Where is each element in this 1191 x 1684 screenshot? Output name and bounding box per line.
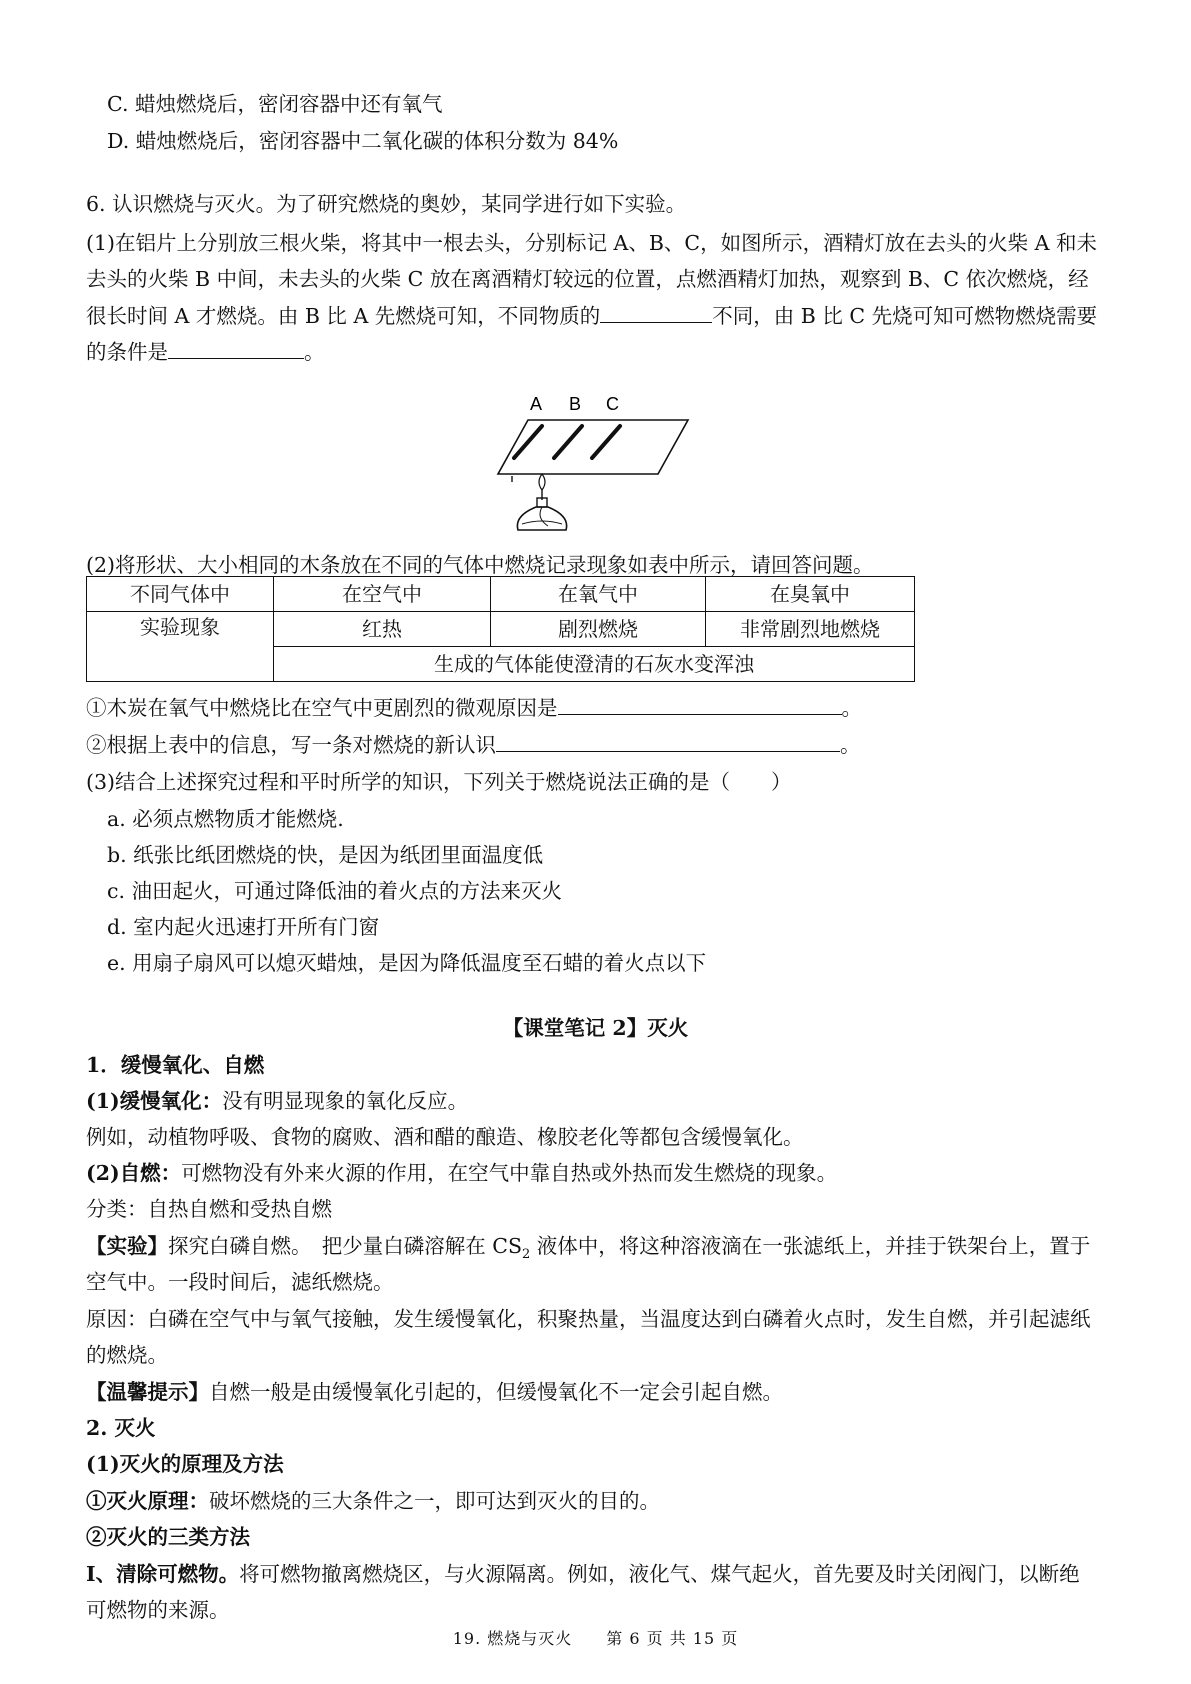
page-footer: 19. 燃烧与灭火 第 6 页 共 15 页 — [452, 1629, 739, 1648]
question-6-title: 6. 认识燃烧与灭火。为了研究燃烧的奥妙，某同学进行如下实验。 — [86, 192, 687, 216]
answer-blank-4[interactable] — [496, 731, 840, 752]
method-1-text: 将可燃物撤离燃烧区，与火源隔离。例如，液化气、煤气起火，首先要及时关闭阀门，以断绝 — [239, 1562, 1080, 1586]
table-header-cell: 在臭氧中 — [706, 577, 915, 612]
q6-sub2 — [86, 731, 861, 759]
option-b: b. 纸张比纸团燃烧的快，是因为纸团里面温度低 — [107, 843, 544, 867]
label-b: B — [569, 396, 582, 414]
table-cell: 实验现象 — [87, 612, 274, 682]
experiment-text-2: 液体中，将这种溶液滴在一张滤纸上，并挂于铁架台上，置于 — [530, 1234, 1091, 1258]
spontaneous-label: (2)自燃： — [86, 1161, 182, 1185]
q6-part1-line4-text-a: 的条件是 — [86, 340, 168, 364]
method-1-line2: 可燃物的来源。 — [86, 1598, 230, 1622]
reason-line1: 原因：白磷在空气中与氧气接触，发生缓慢氧化，积聚热量，当温度达到白磷着火点时，发生自燃，并引起滤纸 — [86, 1307, 1091, 1331]
q6-part1-line4-text-b: 。 — [304, 340, 325, 364]
q6-part1-line3-text-b: 不同，由 B 比 C 先烧可知可燃物燃烧需要 — [712, 304, 1098, 328]
principle-line — [86, 1487, 660, 1515]
match-a — [514, 426, 542, 458]
q6-sub2-text: ②根据上表中的信息，写一条对燃烧的新认识 — [86, 733, 496, 757]
slow-oxidation-example: 例如，动植物呼吸、食物的腐败、酒和醋的酿造、橡胶老化等都包含缓慢氧化。 — [86, 1125, 804, 1149]
q6-part1-line3 — [86, 302, 1097, 330]
table-header-cell: 在氧气中 — [491, 577, 706, 612]
option-e: e. 用扇子扇风可以熄灭蜡烛，是因为降低温度至石蜡的着火点以下 — [107, 951, 707, 975]
reason-line2: 的燃烧。 — [86, 1343, 168, 1367]
answer-blank-2[interactable] — [168, 338, 304, 359]
subscript-2: 2 — [522, 1247, 531, 1263]
answer-blank-1[interactable] — [600, 302, 712, 323]
principle-text: 破坏燃烧的三大条件之一，即可达到灭火的目的。 — [209, 1489, 660, 1513]
option-d: D. 蜡烛燃烧后，密闭容器中二氧化碳的体积分数为 84% — [107, 129, 619, 153]
table-merged-cell: 生成的气体能使澄清的石灰水变浑浊 — [274, 647, 915, 682]
table-cell: 红热 — [274, 612, 491, 647]
q6-sub1-text: ①木炭在氧气中燃烧比在空气中更剧烈的微观原因是 — [86, 696, 558, 720]
slow-oxidation-text: 没有明显现象的氧化反应。 — [222, 1089, 469, 1113]
spontaneous-def — [86, 1159, 837, 1187]
q6-part1-line4 — [86, 338, 325, 366]
q6-part1-line1: (1)在铝片上分别放三根火柴，将其中一根去头，分别标记 A、B、C，如图所示，酒精灯放在去头的火柴 A 和未 — [86, 231, 1097, 255]
q6-sub2-end: 。 — [840, 733, 861, 757]
q6-part1-line2: 去头的火柴 B 中间，未去头的火柴 C 放在离酒精灯较远的位置，点燃酒精灯加热，观察到 B、C 依次燃烧，经 — [86, 267, 1089, 291]
notes-heading: 【课堂笔记 2】灭火 — [502, 1016, 689, 1040]
table-row — [87, 577, 915, 612]
observation-table — [86, 576, 915, 682]
classification: 分类：自热自燃和受热自燃 — [86, 1197, 332, 1221]
table-row — [87, 612, 915, 647]
match-b — [554, 426, 582, 458]
section-2-1-title: (1)灭火的原理及方法 — [86, 1452, 284, 1476]
flame-icon — [539, 474, 545, 490]
q6-part2-intro: (2)将形状、大小相同的木条放在不同的气体中燃烧记录现象如表中所示，请回答问题。 — [86, 553, 874, 577]
experiment-label: 【实验】 — [86, 1234, 168, 1258]
label-c: C — [606, 396, 619, 414]
lamp-wick-inside — [540, 507, 548, 526]
experiment-line1 — [86, 1232, 1090, 1269]
slow-oxidation-label: (1)缓慢氧化： — [86, 1089, 223, 1113]
q6-sub1-end: 。 — [841, 696, 862, 720]
lamp-liquid — [522, 521, 562, 524]
slow-oxidation-def — [86, 1087, 468, 1115]
experiment-text-1: 探究白磷自燃。 把少量白磷溶解在 CS — [168, 1234, 522, 1258]
tip-line — [86, 1378, 783, 1406]
section-1-title: 1．缓慢氧化、自燃 — [86, 1053, 265, 1077]
option-d-lower: d. 室内起火迅速打开所有门窗 — [107, 915, 380, 939]
q6-part1-line3-text-a: 很长时间 A 才燃烧。由 B 比 A 先燃烧可知，不同物质的 — [86, 304, 601, 328]
tip-text: 自燃一般是由缓慢氧化引起的，但缓慢氧化不一定会引起自燃。 — [209, 1380, 783, 1404]
spontaneous-text: 可燃物没有外来火源的作用，在空气中靠自热或外热而发生燃烧的现象。 — [181, 1161, 838, 1185]
experiment-line2: 空气中。一段时间后，滤纸燃烧。 — [86, 1270, 394, 1294]
method-1-line1 — [86, 1560, 1080, 1588]
aluminum-sheet — [498, 420, 688, 474]
option-a: a. 必须点燃物质才能燃烧. — [107, 807, 344, 831]
option-c-lower: c. 油田起火，可通过降低油的着火点的方法来灭火 — [107, 879, 563, 903]
option-c: C. 蜡烛燃烧后，密闭容器中还有氧气 — [107, 92, 443, 116]
section-2-title: 2. 灭火 — [86, 1416, 156, 1440]
q6-sub1 — [86, 694, 862, 722]
alcohol-lamp-body — [517, 507, 566, 530]
three-methods-title: ②灭火的三类方法 — [86, 1525, 250, 1549]
answer-blank-3[interactable] — [558, 694, 842, 715]
matchstick-experiment-figure — [496, 396, 696, 541]
table-header-cell: 不同气体中 — [87, 577, 274, 612]
table-header-cell: 在空气中 — [274, 577, 491, 612]
table-cell: 非常剧烈地燃烧 — [706, 612, 915, 647]
q6-part3: (3)结合上述探究过程和平时所学的知识，下列关于燃烧说法正确的是（ ） — [86, 770, 792, 794]
label-a: A — [530, 396, 543, 414]
principle-label: ①灭火原理： — [86, 1489, 209, 1513]
method-1-label: I、清除可燃物。 — [86, 1562, 240, 1586]
tip-label: 【温馨提示】 — [86, 1380, 209, 1404]
table-cell: 剧烈燃烧 — [491, 612, 706, 647]
match-c — [592, 426, 620, 458]
